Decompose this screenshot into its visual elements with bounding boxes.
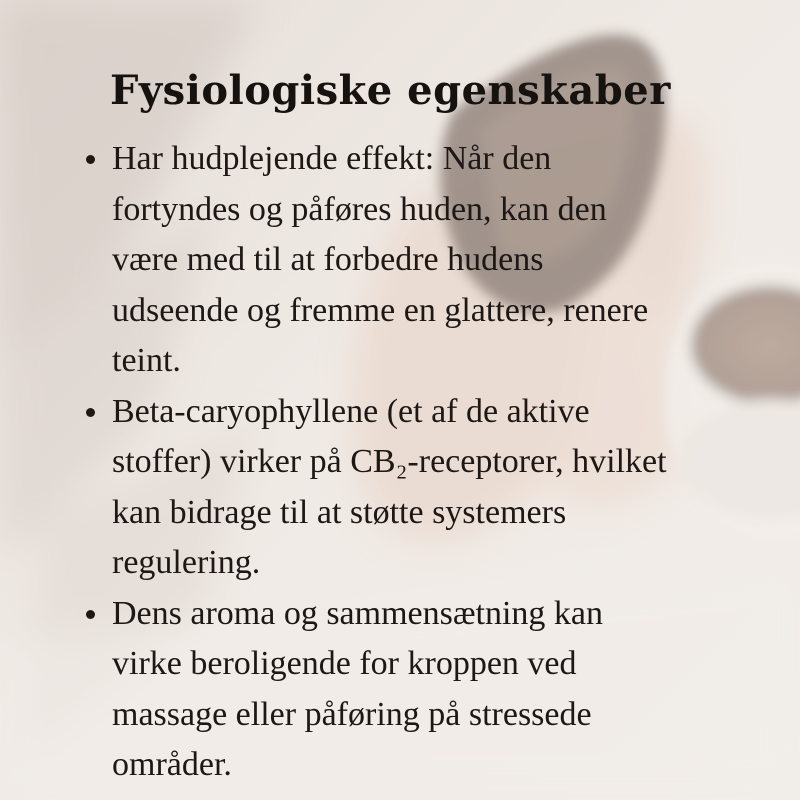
list-item	[82, 134, 742, 387]
page-title: Fysiologiske egenskaber	[110, 67, 671, 114]
bullet-list	[82, 134, 742, 791]
bullet-line: Dens aroma og sammensætning kan	[112, 594, 604, 632]
bullet-line: stoffer) virker på CB₂-receptorer, hvilket	[112, 443, 667, 480]
bullet-line: kan bidrage til at støtte systemers	[112, 493, 567, 531]
bullet-dot-icon	[86, 610, 95, 619]
bullet-line: udseende og fremme en glattere, renere	[112, 291, 649, 329]
bullet-line: regulering.	[112, 544, 261, 581]
bullet-line: områder.	[112, 746, 232, 783]
bullet-line: massage eller påføring på stressede	[112, 695, 592, 733]
bullet-line: Beta-caryophyllene (et af de aktive	[112, 392, 590, 430]
bullet-line: fortyndes og påføres huden, kan den	[112, 190, 607, 228]
bullet-line: være med til at forbedre hudens	[112, 241, 544, 278]
list-item	[82, 589, 742, 791]
list-item	[82, 387, 742, 589]
bullet-line: Har hudplejende effekt: Når den	[112, 140, 552, 177]
bullet-dot-icon	[86, 408, 95, 417]
bullet-line: virke beroligende for kroppen ved	[112, 645, 577, 682]
bullet-line: teint.	[112, 342, 181, 379]
bullet-dot-icon	[86, 155, 95, 164]
